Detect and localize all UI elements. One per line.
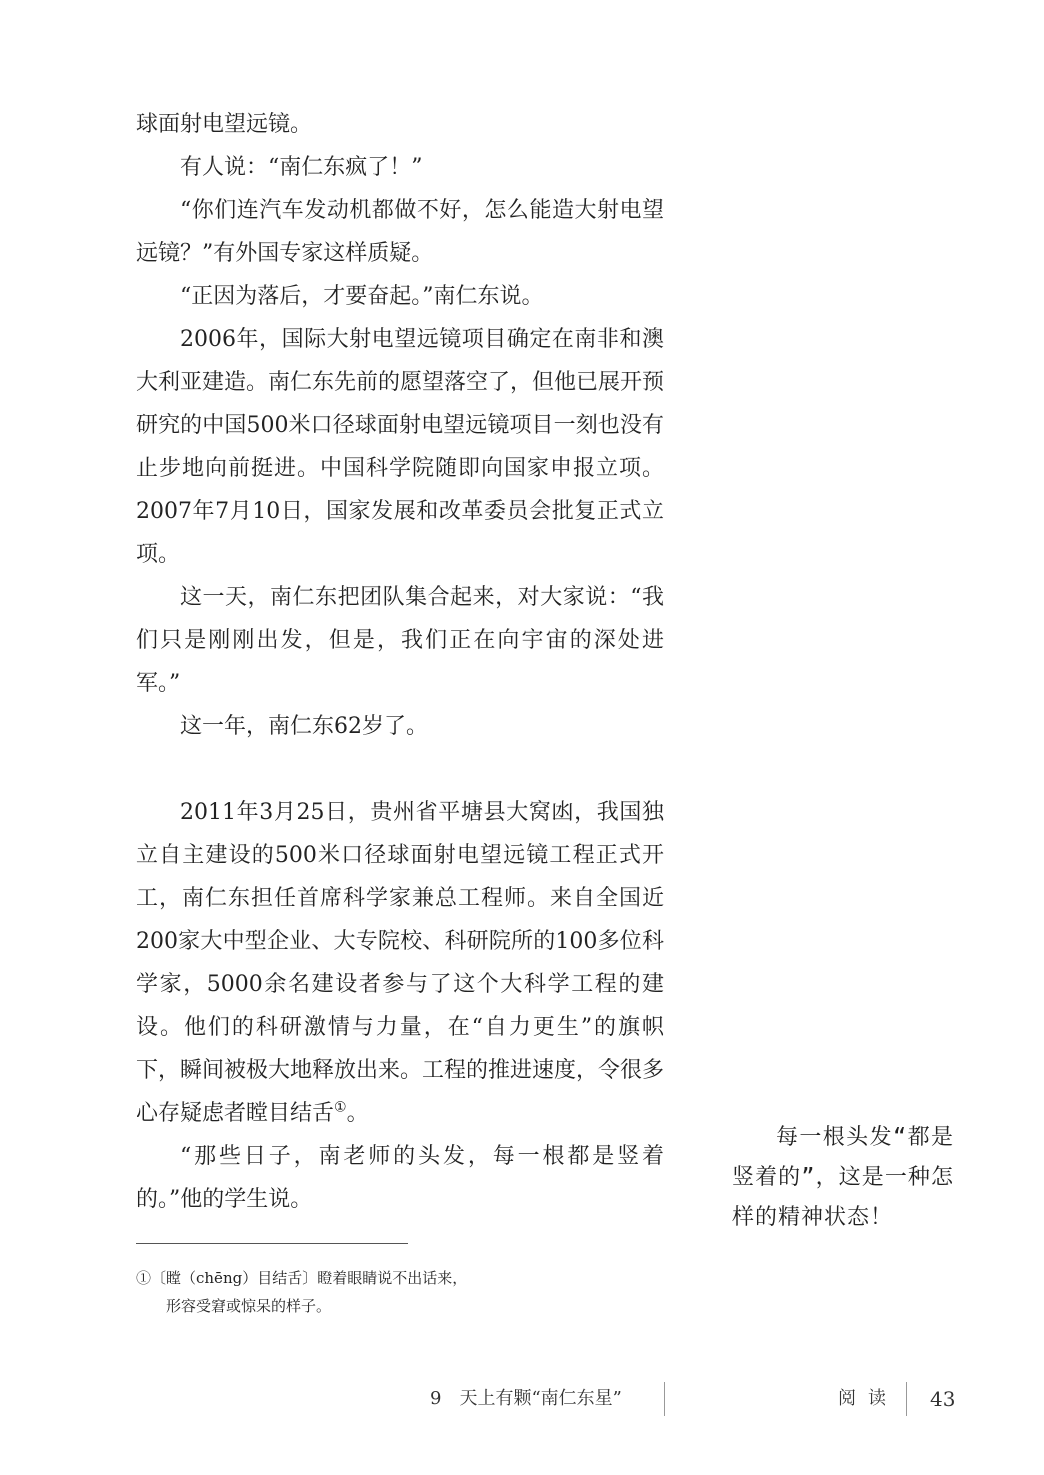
paragraph-2: 有人说：“南仁东疯了！” <box>180 155 423 180</box>
paragraph-9: “那些日子，南老师的头发，每一根都是竖着的。”他的学生说。 <box>136 1144 664 1212</box>
page-number: 43 <box>930 1387 956 1411</box>
paragraph-6: 这一天，南仁东把团队集合起来，对大家说：“我们只是刚刚出发，但是，我们正在向宇宙的深处进军。” <box>136 585 664 696</box>
footnote-line-1: ①〔瞠（chēng）目结舌〕瞪着眼睛说不出话来， <box>136 1269 468 1287</box>
footer-divider-2 <box>906 1382 907 1416</box>
paragraph-7: 这一年，南仁东62岁了。 <box>180 714 428 739</box>
paragraph-8 <box>136 791 664 1135</box>
footnote-divider <box>136 1243 408 1244</box>
margin-annotation-text: 每一根头发“都是竖着的”，这是一种怎样的精神状态！ <box>732 1125 954 1230</box>
paragraph-5: 2006年，国际大射电望远镜项目确定在南非和澳大利亚建造。南仁东先前的愿望落空了，但他已展开预研究的中国500米口径球面射电望远镜项目一刻也没有止步地向前挺进。中国科学院随即向国家申报立项。2007年7月10日，国家发展和改革委员会批复正式立项。 <box>136 327 665 567</box>
footnote-reference: ① <box>334 1099 347 1116</box>
margin-annotation <box>732 1118 954 1238</box>
footer-section-label: 阅读 <box>838 1388 898 1409</box>
paragraph-8-text: 2011年3月25日，贵州省平塘县大窝凼，我国独立自主建设的500米口径球面射电望远镜工程正式开工，南仁东担任首席科学家兼总工程师。来自全国近200家大中型企业、大专院校、科研院所的100多位科学家，5000余名建设者参与了这个大科学工程的建设。他们的科研激情与力量，在“自力更生”的旗帜下，瞬间被极大地释放出来。工程的推进速度，令很多心存疑虑者瞠目结舌 <box>136 800 665 1126</box>
paragraph-3: “你们连汽车发动机都做不好，怎么能造大射电望远镜？”有外国专家这样质疑。 <box>136 198 664 266</box>
paragraph-8-end: 。 <box>346 1101 369 1126</box>
footnote <box>136 1264 556 1320</box>
footer-chapter-title: 9 天上有颗“南仁东星” <box>430 1388 622 1409</box>
paragraph-4: “正因为落后，才要奋起。”南仁东说。 <box>180 284 544 309</box>
main-text-column <box>136 103 664 1221</box>
footnote-line-2: 形容受窘或惊呆的样子。 <box>166 1297 332 1315</box>
footer-divider-1 <box>664 1382 665 1416</box>
paragraph-1: 球面射电望远镜。 <box>136 112 313 137</box>
